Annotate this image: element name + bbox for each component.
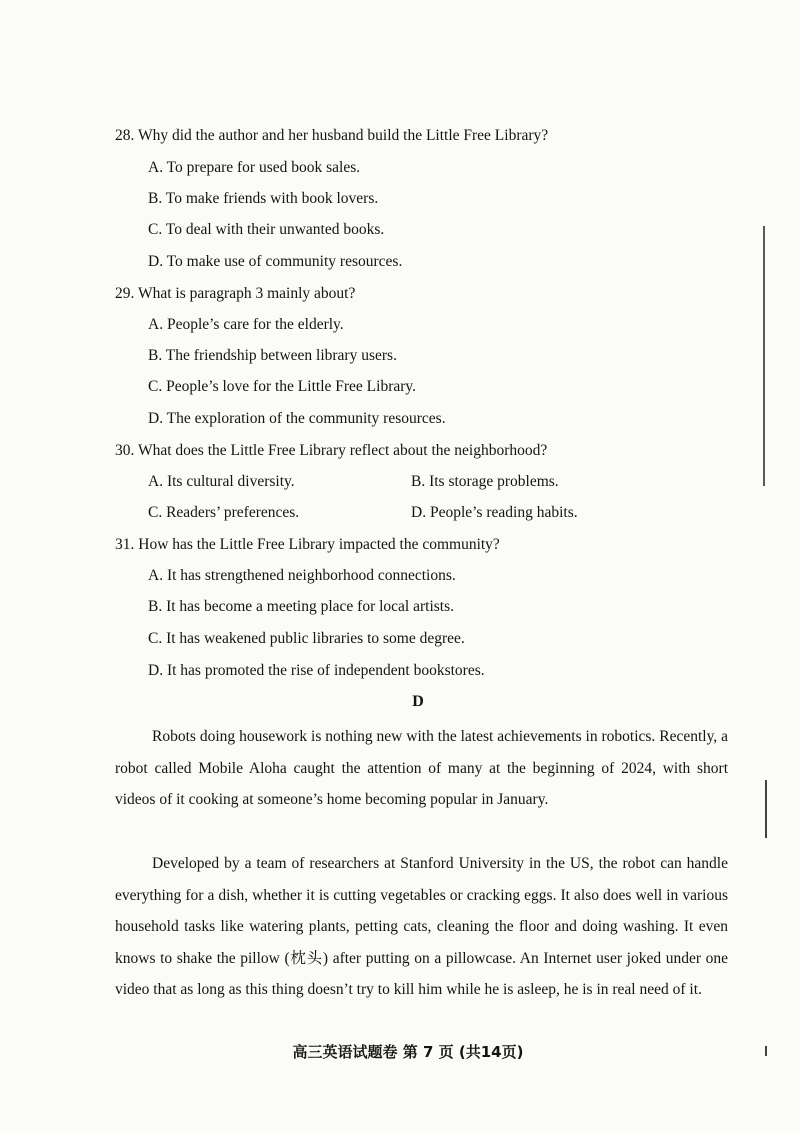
section-title: D: [412, 693, 424, 710]
question-30-stem: 30. What does the Little Free Library reflect about the neighborhood?: [115, 442, 548, 459]
question-31-option-b: B. It has become a meeting place for local artists.: [148, 598, 455, 615]
page-footer: 高三英语试题卷 第 7 页 (共14页): [292, 1043, 524, 1061]
question-30-option-b: B. Its storage problems.: [411, 473, 559, 490]
question-31-option-d: D. It has promoted the rise of independent bookstores.: [148, 662, 485, 679]
passage-paragraph-2: Developed by a team of researchers at Stanford University in the US, the robot can handle everything for a dish, whether it is cutting vegetables or cracking eggs. It also does well in various household tasks like watering plants, petting cats, cleaning the floor and doing washing. It even knows to shake the pillow (枕头) after putting on a pillowcase. An Internet user joked under one video that as long as this thing doesn’t try to kill him while he is asleep, he is in real need of it.: [115, 855, 728, 998]
question-30-option-c: C. Readers’ preferences.: [148, 504, 300, 521]
question-30-option-a: A. Its cultural diversity.: [148, 473, 295, 490]
question-28-option-c: C. To deal with their unwanted books.: [148, 221, 385, 238]
question-31-option-a: A. It has strengthened neighborhood connections.: [148, 567, 456, 584]
question-30-option-d: D. People’s reading habits.: [411, 504, 578, 521]
scan-mark-bottom: [765, 1046, 767, 1056]
question-29-stem: 29. What is paragraph 3 mainly about?: [115, 285, 356, 302]
scan-mark-right-upper: [763, 226, 765, 486]
question-29-option-d: D. The exploration of the community resources.: [148, 410, 446, 427]
question-31-option-c: C. It has weakened public libraries to some degree.: [148, 630, 465, 647]
question-29-option-b: B. The friendship between library users.: [148, 347, 397, 364]
question-31-stem: 31. How has the Little Free Library impacted the community?: [115, 536, 500, 553]
question-29-option-a: A. People’s care for the elderly.: [148, 316, 344, 333]
scan-mark-right-lower: [765, 780, 767, 838]
passage-paragraph-1: Robots doing housework is nothing new with the latest achievements in robotics. Recently, a robot called Mobile Aloha caught the attention of many at the beginning of 2024, with short videos of it cooking at someone’s home becoming popular in January.: [115, 728, 728, 808]
question-28-option-a: A. To prepare for used book sales.: [148, 159, 361, 176]
question-29-option-c: C. People’s love for the Little Free Library.: [148, 378, 417, 395]
question-28-stem: 28. Why did the author and her husband build the Little Free Library?: [115, 127, 549, 144]
question-28-option-b: B. To make friends with book lovers.: [148, 190, 379, 207]
question-28-option-d: D. To make use of community resources.: [148, 253, 403, 270]
